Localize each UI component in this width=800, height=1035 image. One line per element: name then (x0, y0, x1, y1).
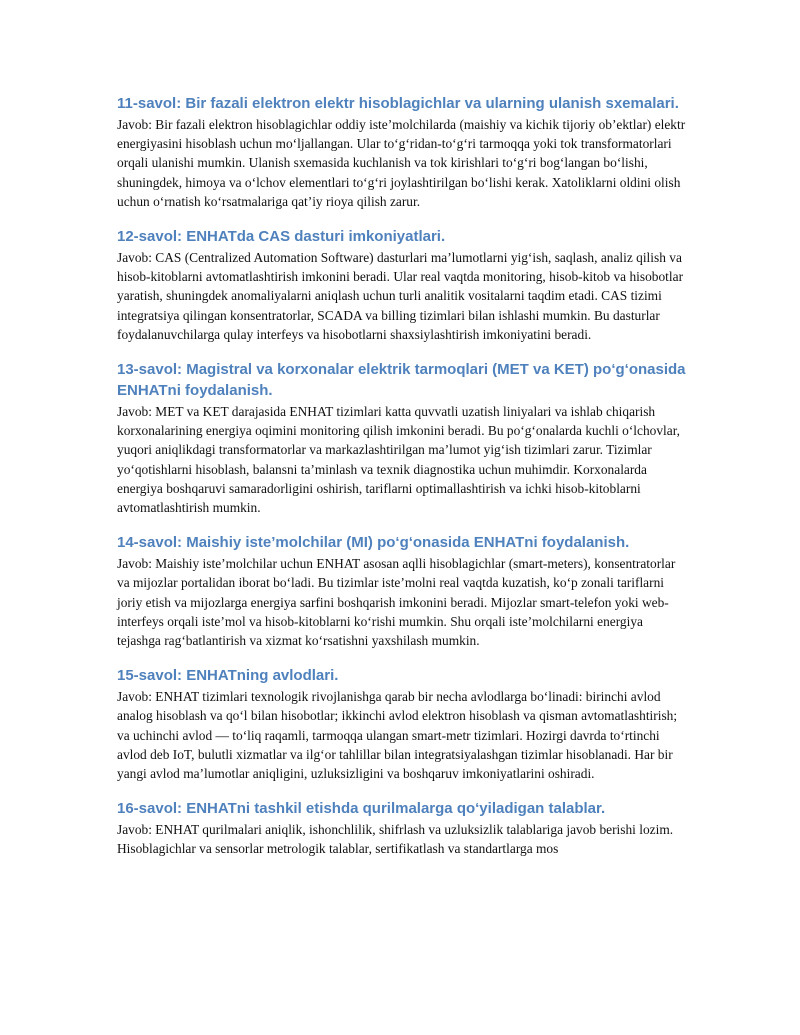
answer-text: Javob: CAS (Centralized Automation Software) dasturlari ma’lumotlarni yig‘ish, saqlash, analiz qilish va hisob-kitoblarni avtomatlashtirish imkonini beradi. Ular real vaqtda monitoring, hisob-kitob va hisobotlar yaratish, shuningdek anomaliyalarni aniqlash uchun turli analitik vositalarni taqdim etadi. CAS tizimi integratsiya qilingan konsentratorlar, SCADA va billing tizimlari bilan ishlashi mumkin. Bu dasturlar foydalanuvchilarga qulay interfeys va hisobotlarni shaxsiylashtirish imkoniyatini beradi. (117, 250, 684, 342)
document-page (117, 93, 687, 874)
question-11 (117, 93, 687, 211)
answer-text: Javob: ENHAT tizimlari texnologik rivojlanishga qarab bir necha avlodlarga bo‘linadi: birinchi avlod analog hisoblash va qo‘l bilan hisobotlar; ikkinchi avlod elektron hisoblash va qisman avtomatlashtirish; va uchinchi avlod — to‘liq raqamli, tarmoqqa ulangan smart-metr tizimlari. Hozirgi davrda to‘rtinchi avlod deb IoT, bulutli xizmatlar va ilg‘or tahlillar bilan integratsiyalashgan tizimlar hisoblanadi. Har bir yangi avlod ma’lumotlar aniqligini, uzluksizligini va boshqaruv imkoniyatlarini oshiradi. (117, 689, 678, 782)
question-title: 13-savol: Magistral va korxonalar elektrik tarmoqlari (MET va KET) po‘g‘onasida ENHATni foydalanish. (117, 361, 686, 400)
answer-text: Javob: MET va KET darajasida ENHAT tizimlari katta quvvatli uzatish liniyalari va ishlab chiqarish korxonalarining energiya oqimini monitoring qilish imkonini beradi. Bu po‘g‘onalarda kuchli o‘lchovlar, yuqori aniqlikdagi transformatorlar va markazlashtirilgan ma’lumot yig‘ish tizimlari zarur. Tizimlar yo‘qotishlarni hisoblash, balansni ta’minlash va texnik diagnostika uchun muhimdir. Korxonalarda energiya boshqaruvi samaradorligini oshirish, tariflarni optimallashtirish va ichki hisob-kitoblarni avtomatlashtirish mumkin. (117, 404, 680, 516)
question-title: 15-savol: ENHATning avlodlari. (117, 667, 339, 685)
question-title: 14-savol: Maishiy iste’molchilar (MI) po‘g‘onasida ENHATni foydalanish. (117, 534, 630, 552)
question-title: 16-savol: ENHATni tashkil etishda qurilmalarga qo‘yiladigan talablar. (117, 800, 606, 818)
answer-text: Javob: ENHAT qurilmalari aniqlik, ishonchlilik, shifrlash va uzluksizlik talablariga javob berishi lozim. Hisoblagichlar va sensorlar metrologik talablar, sertifikatlash va standartlarga mos (117, 822, 674, 857)
answer-text: Javob: Maishiy iste’molchilar uchun ENHAT asosan aqlli hisoblagichlar (smart-meters), konsentratorlar va mijozlar portalidan iborat bo‘ladi. Bu tizimlar iste’molni real vaqtda kuzatish, ko‘p zonali tariflarni joriy etish va mijozlarga energiya sarfini boshqarish imkonini beradi. Mijozlar smart-telefon yoki web-interfeys orqali iste’mol va hisob-kitoblarni ko‘rishi mumkin. Shu orqali iste’molchilarni energiya tejashga rag‘batlantirish va xizmat ko‘rsatishni yaxshilash mumkin. (117, 556, 676, 649)
question-title: 11-savol: Bir fazali elektron elektr hisoblagichlar va ularning ulanish sxemalari. (117, 95, 679, 112)
question-12 (117, 226, 687, 344)
question-title: 12-savol: ENHATda CAS dasturi imkoniyatlari. (117, 228, 446, 246)
question-13 (117, 359, 687, 517)
question-16 (117, 798, 687, 858)
question-15 (117, 665, 687, 783)
answer-text: Javob: Bir fazali elektron hisoblagichlar oddiy iste’molchilarda (maishiy va kichik tijoriy ob’ektlar) elektr energiyasini hisoblash uchun mo‘ljallangan. Ular to‘g‘ridan-to‘g‘ri tarmoqqa yoki tok transformatorlari orqali ulanishi mumkin. Ulanish sxemasida kuchlanish va tok kirishlari to‘g‘ri bog‘langan bo‘lishi, shuningdek, himoya va o‘lchov elementlari to‘g‘ri joylashtirilgan bo‘lishi kerak. Xatoliklarni oldini olish uchun o‘rnatish ko‘rsatmalariga qat’iy rioya qilish zarur. (117, 117, 686, 209)
question-14 (117, 532, 687, 650)
